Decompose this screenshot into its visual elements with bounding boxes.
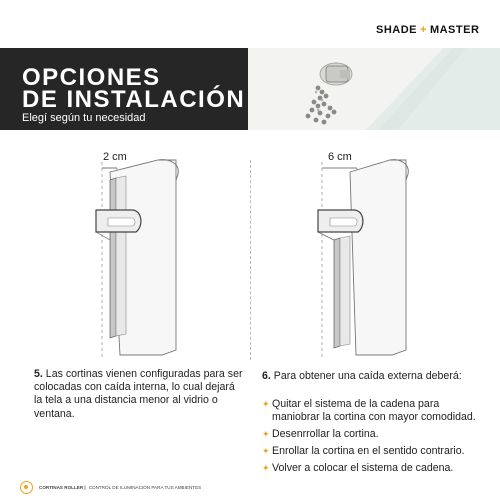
list-item: ✦ Volver a colocar el sistema de cadena. xyxy=(262,462,454,474)
list-item: ✦ Enrollar la cortina en el sentido contrario. xyxy=(262,445,465,457)
point6-number: 6. xyxy=(262,370,271,382)
point5-text: Las cortinas vienen configuradas para ser colocadas con caída interna, lo cual dejará la tela a una distancia menor al vidrio o ventana. xyxy=(34,368,243,420)
page-title-line2: DE INSTALACIÓN xyxy=(22,86,246,113)
internal-drop-diagram xyxy=(70,150,200,360)
product-photo xyxy=(248,48,500,130)
list-item: ✦ Desenrrollar la cortina. xyxy=(262,428,379,440)
footer-brand: CORTINAS ROLLER | xyxy=(39,484,86,490)
steps-list xyxy=(262,398,487,479)
roller-photo-illustration xyxy=(248,48,500,130)
brand-logo xyxy=(376,24,479,36)
section-divider xyxy=(250,160,251,360)
point6-paragraph xyxy=(262,370,482,383)
brand-name-left: SHADE xyxy=(376,24,418,36)
list-item: ✦ Quitar el sistema de la cadena para maniobrar la cortina con mayor comodidad. xyxy=(262,398,476,423)
point5-paragraph xyxy=(34,368,244,421)
left-measure-label: 2 cm xyxy=(103,151,127,163)
page-title-line1: OPCIONES xyxy=(22,64,161,91)
external-drop-diagram xyxy=(300,150,430,360)
header-banner xyxy=(0,48,500,130)
sparkle-bullet-icon: ✦ xyxy=(262,446,270,456)
right-measure-label: 6 cm xyxy=(328,151,352,163)
page-subtitle: Elegí según tu necesidad xyxy=(22,112,146,124)
point5-number: 5. xyxy=(34,368,43,380)
sparkle-bullet-icon: ✦ xyxy=(262,399,270,409)
point6-text: Para obtener una caída externa deberá: xyxy=(273,370,462,382)
page-footer xyxy=(20,480,201,494)
brand-separator: + xyxy=(420,24,427,36)
brand-name-right: MASTER xyxy=(429,24,480,36)
banner-title-panel xyxy=(0,48,248,130)
footer-tagline: CONTROL DE ILUMINACIÓN PARA TUS AMBIENTES xyxy=(88,484,202,490)
sparkle-bullet-icon: ✦ xyxy=(262,429,270,439)
footer-logo-icon xyxy=(20,481,33,494)
sparkle-bullet-icon: ✦ xyxy=(262,463,270,473)
